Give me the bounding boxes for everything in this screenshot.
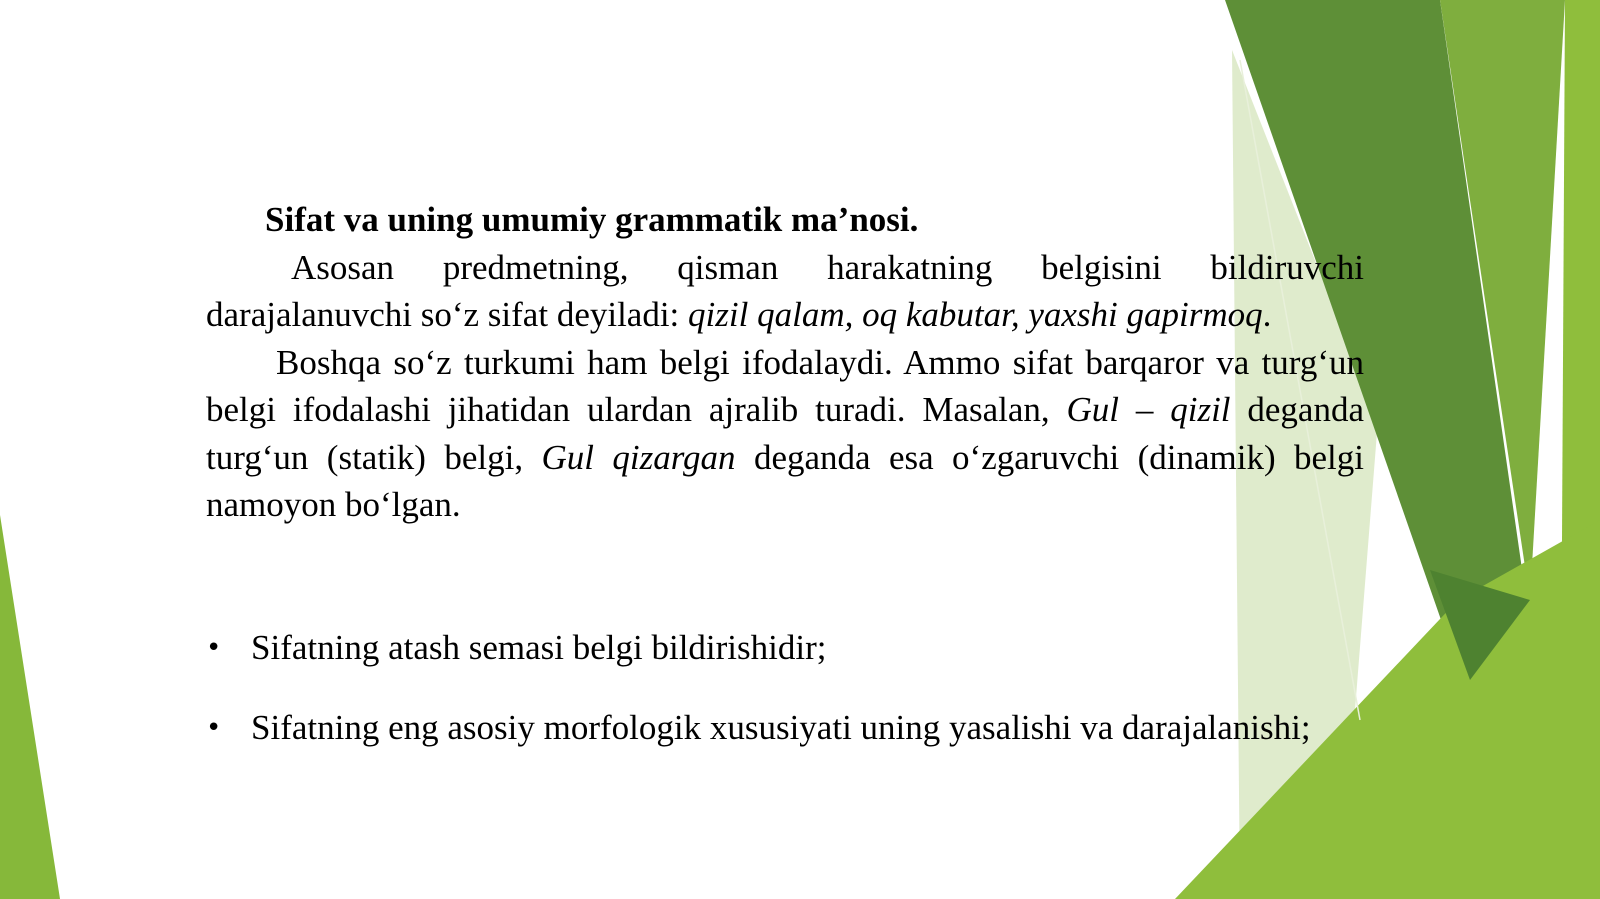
left-green-strip [0, 515, 60, 899]
paragraph-definition-end: . [1262, 295, 1272, 334]
paragraph-explanation-text2: deganda turg‘un (statik) belgi, [206, 390, 1364, 477]
paragraph-definition-text: Asosan predmetning, qisman harakatning belgisini bildiruvchi darajalanuvchi so‘z sifat deyiladi: [206, 247, 1364, 334]
title-bold: Sifat va uning umumiy grammatik ma’nosi [265, 200, 910, 239]
bullet-icon: • [206, 633, 222, 663]
paragraph-explanation-text3: deganda esa o‘zgaruvchi (dinamik) belgi namoyon bo‘lgan. [206, 437, 1365, 524]
paragraph-explanation-text1: Boshqa so‘z turkumi ham belgi ifodalaydi. Ammo sifat barqaror va turg‘un belgi ifodalashi jihatidan ulardan ajralib turadi. Masalan, [206, 342, 1364, 429]
paragraph-explanation [206, 339, 1364, 529]
list-item [206, 692, 1326, 764]
bullet-icon: • [206, 713, 222, 743]
paragraph-explanation-example1: Gul – qizil [1066, 390, 1231, 429]
slide-title [206, 196, 1364, 244]
bullet-text: Sifatning eng asosiy morfologik xususiyati uning yasalishi va darajalanishi; [251, 708, 1311, 747]
paragraph-explanation-example2: Gul qizargan [541, 437, 736, 477]
bullet-text: Sifatning atash semasi belgi bildirishidir; [251, 628, 827, 667]
list-item [206, 612, 1326, 684]
paragraph-definition-examples: qizil qalam, oq kabutar, yaxshi gapirmoq [688, 295, 1263, 334]
paragraph-definition [206, 244, 1364, 339]
bullet-list [206, 612, 1326, 772]
slide-body [206, 196, 1364, 529]
title-period: . [909, 200, 919, 239]
